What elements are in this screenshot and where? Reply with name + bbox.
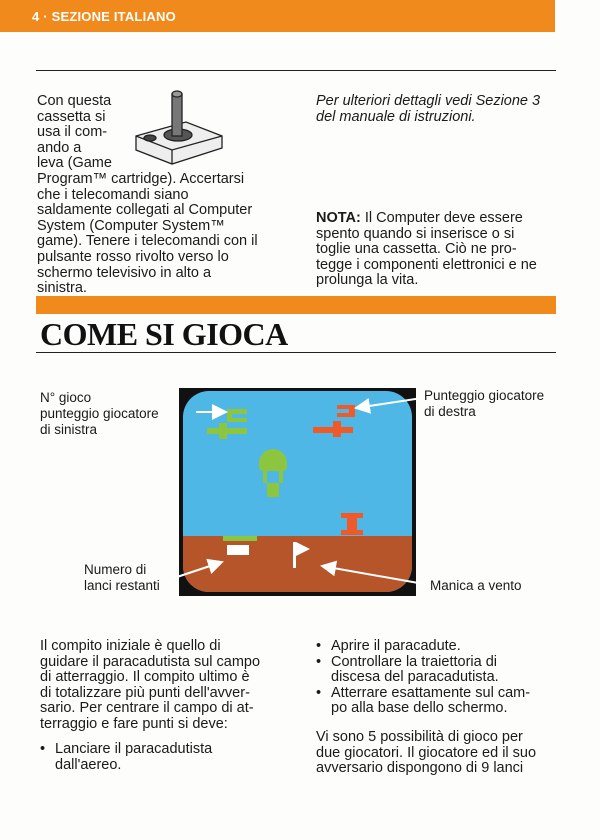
note-line: Il Computer deve essere [360, 210, 523, 226]
callout-line: di sinistra [40, 422, 98, 437]
note-line: tegge i componenti elettronici e ne [316, 256, 537, 273]
left-bullet-list [40, 742, 212, 773]
intro-line: Con questa [37, 93, 112, 109]
note-line: spento quando si inserisce o si [316, 225, 515, 242]
paragraph-line: sario. Per centrare il campo di at- [40, 700, 254, 717]
callout-line: Numero di [84, 562, 147, 577]
intro-line: saldamente collegati al Computer [37, 202, 253, 219]
paragraph-line: avversario dispongono di 9 lanci [316, 760, 524, 777]
intro-line: schermo televisivo in alto a [37, 264, 212, 281]
callout-line: di destra [424, 404, 476, 419]
callout-line: N° gioco [40, 390, 92, 405]
bullet-item [40, 742, 212, 773]
arrow-jumps [174, 562, 222, 578]
intro-line: sinistra. [37, 280, 87, 297]
right-bullet-list [316, 639, 530, 717]
arrow-windsock [322, 566, 424, 584]
note-label: NOTA: [316, 210, 361, 226]
intro-line: Program™ cartridge). Accertarsi [37, 171, 245, 187]
bullet-item [316, 686, 530, 717]
reference-line: Per ulteriori dettagli vedi Sezione 3 [316, 93, 541, 109]
bullet-item [316, 655, 530, 686]
intro-line: usa il com- [37, 124, 108, 141]
callout-line: lanci restanti [84, 578, 160, 593]
paragraph-line: Il compito iniziale è quello di [40, 638, 221, 654]
intro-line: che i telecomandi siano [37, 186, 189, 203]
intro-line: pulsante rosso rivolto verso lo [37, 248, 229, 265]
intro-line: game). Tenere i telecomandi con il [37, 233, 258, 250]
game-modes-paragraph [316, 730, 536, 777]
objective-paragraph [40, 639, 260, 733]
callout-windsock: Manica a vento [430, 578, 522, 593]
bullet-item [316, 639, 530, 655]
note-line: toglie una cassetta. Ciò ne pro- [316, 241, 517, 258]
bullet-line: • Aprire il paracadute. [331, 638, 461, 654]
reference-line: del manuale di istruzioni. [316, 108, 476, 125]
section-header-label: 4 · SEZIONE ITALIANO [32, 9, 176, 24]
paragraph-line: guidare il paracadutista sul campo [40, 653, 261, 670]
paragraph-line: terraggio e fare punti si deve: [40, 715, 228, 732]
intro-line: ando a [37, 139, 82, 156]
intro-line: cassetta si [37, 108, 106, 125]
paragraph-line: Vi sono 5 possibilità di gioco per [316, 729, 523, 745]
intro-line: System (Computer System™ [37, 217, 225, 234]
intro-line: leva (Game [37, 155, 112, 172]
paragraph-line: di totalizzare più punti dell'avver- [40, 684, 250, 701]
arrow-right-score [356, 398, 422, 408]
bullet-line: discesa del paracadutista. [331, 669, 499, 686]
bullet-line: • Lanciare il paracadutista [55, 741, 213, 757]
note-line: prolunga la vita. [316, 272, 419, 289]
bullet-line: • Controllare la traiettoria di [331, 653, 498, 670]
bullet-line: • Atterrare esattamente sul cam- [331, 684, 531, 701]
callout-line: Punteggio giocatore [424, 388, 545, 403]
paragraph-line: di atterraggio. Il compito ultimo è [40, 669, 250, 686]
section-title: COME SI GIOCA [40, 316, 288, 352]
bullet-line: po alla base dello schermo. [331, 700, 508, 717]
bullet-line: dall'aereo. [55, 756, 122, 773]
callout-line: punteggio giocatore [40, 406, 159, 421]
paragraph-line: due giocatori. Il giocatore ed il suo [316, 744, 537, 761]
